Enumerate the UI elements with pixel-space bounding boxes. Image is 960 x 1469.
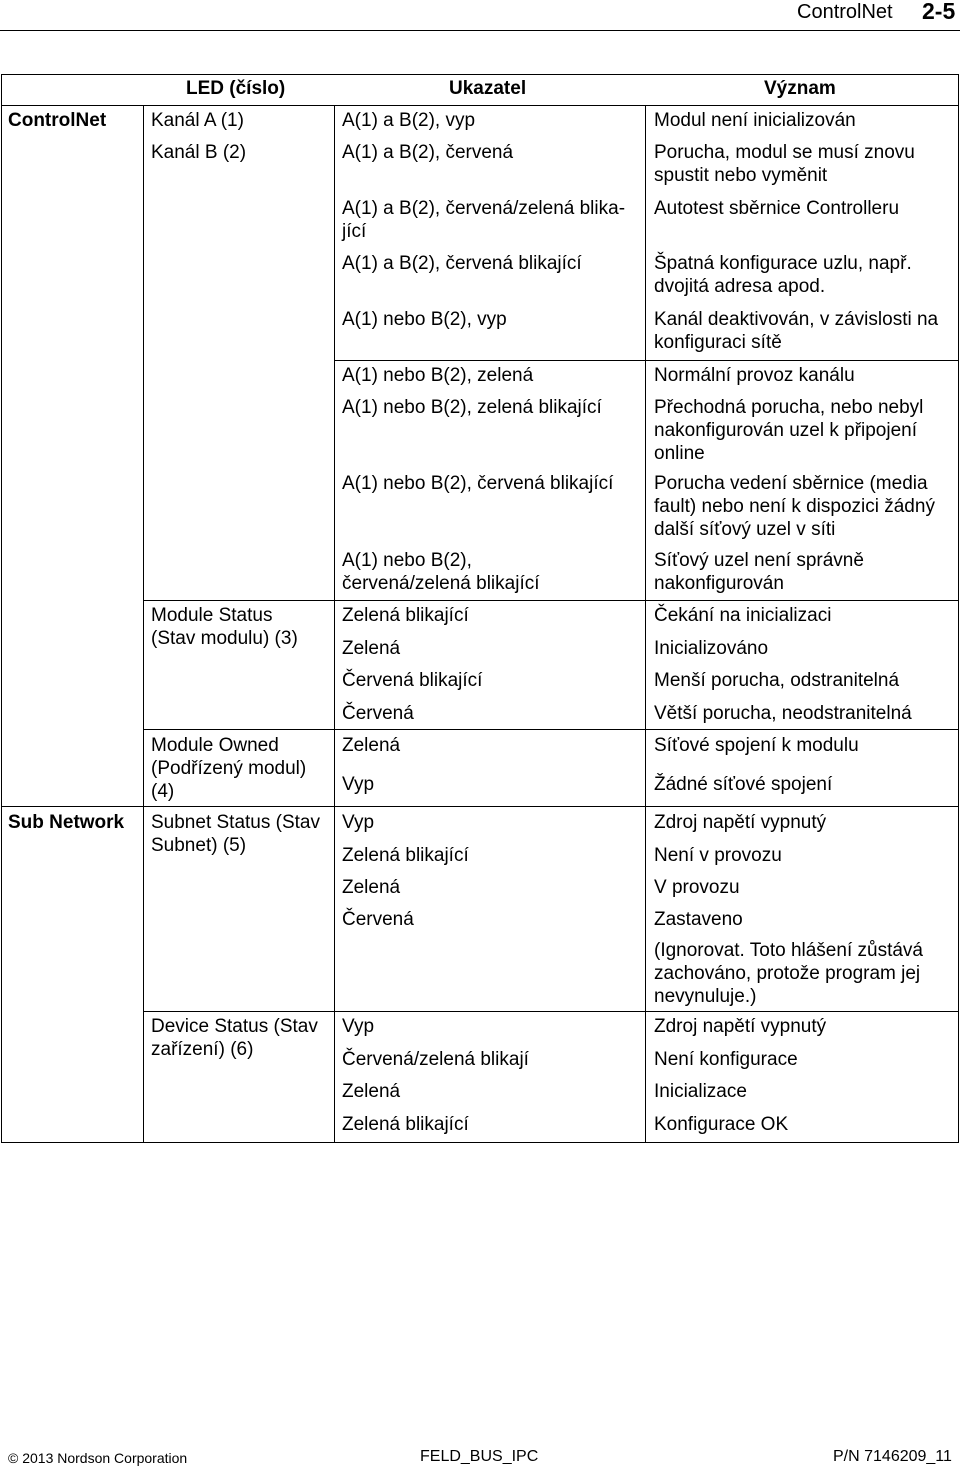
indicator-cell: Zelená [342, 638, 401, 659]
meaning-cell: Síťové spojení k modulu [654, 735, 859, 756]
footer-doc-code: FELD_BUS_IPC [420, 1448, 539, 1465]
meaning-cell: Špatná konfigurace uzlu, např. dvojitá adresa apod. [654, 253, 912, 297]
indicator-cell: A(1) nebo B(2), červená blikající [342, 473, 614, 494]
table-divider-led [334, 105, 335, 1143]
row-line [143, 729, 959, 730]
led-label-subnet-status: Subnet Status (Stav Subnet) (5) [151, 812, 320, 856]
indicator-cell: A(1) a B(2), vyp [342, 110, 476, 131]
indicator-cell: Vyp [342, 1016, 375, 1037]
table-border-top [1, 74, 959, 75]
meaning-cell: Konfigurace OK [654, 1114, 789, 1135]
footer-copyright: © 2013 Nordson Corporation [8, 1450, 188, 1466]
indicator-cell: Zelená [342, 877, 401, 898]
meaning-cell: Inicializace [654, 1081, 747, 1102]
meaning-cell: Zdroj napětí vypnutý [654, 1016, 827, 1037]
meaning-cell: Síťový uzel není správně nakonfigurován [654, 550, 864, 594]
meaning-cell: Normální provoz kanálu [654, 365, 855, 386]
row-line [334, 360, 959, 361]
meaning-cell: Autotest sběrnice Controlleru [654, 198, 900, 219]
meaning-cell: Menší porucha, odstranitelná [654, 670, 900, 691]
footer-part-number: P/N 7146209_11 [833, 1448, 952, 1465]
meaning-cell: Porucha, modul se musí znovu spustit nebo vyměnit [654, 142, 915, 186]
indicator-cell: A(1) nebo B(2), zelená blikající [342, 397, 602, 418]
indicator-cell: Červená [342, 703, 414, 724]
led-label-module-owned: Module Owned (Podřízený modul) (4) [151, 735, 307, 802]
indicator-cell: Vyp [342, 774, 375, 795]
meaning-cell: Není konfigurace [654, 1049, 798, 1070]
indicator-cell: Zelená blikající [342, 845, 469, 866]
indicator-cell: Červená/zelená blikají [342, 1049, 529, 1070]
meaning-cell: Porucha vedení sběrnice (media fault) nebo není k dispozici žádný další síťový uzel v síti [654, 473, 935, 540]
header-underline [1, 105, 959, 106]
meaning-cell: Přechodná porucha, nebo nebyl nakonfigurován uzel k připojení online [654, 397, 924, 464]
indicator-cell: A(1) nebo B(2), vyp [342, 309, 507, 330]
indicator-cell: Červená [342, 909, 414, 930]
led-label-channel-b: Kanál B (2) [151, 142, 247, 163]
group-label-controlnet: ControlNet [8, 110, 107, 131]
indicator-cell: Zelená blikající [342, 1114, 469, 1135]
indicator-cell: Zelená [342, 735, 401, 756]
section-title: ControlNet [797, 1, 893, 23]
meaning-cell: Čekání na inicializaci [654, 605, 832, 626]
indicator-cell: Vyp [342, 812, 375, 833]
table-border-right [958, 74, 959, 1143]
row-line [143, 1011, 959, 1012]
meaning-cell: Inicializováno [654, 638, 769, 659]
indicator-cell: A(1) a B(2), červená blikající [342, 253, 582, 274]
page-number: 2-5 [922, 0, 956, 24]
table-divider-indicator [645, 105, 646, 1143]
meaning-cell: Zdroj napětí vypnutý [654, 812, 827, 833]
indicator-cell: A(1) nebo B(2), červená/zelená blikající [342, 550, 540, 594]
table-border-left [1, 74, 2, 1143]
indicator-cell: Zelená [342, 1081, 401, 1102]
row-line [143, 600, 959, 601]
meaning-cell: Kanál deaktivován, v závislosti na konfiguraci sítě [654, 309, 939, 353]
column-header-meaning: Význam [764, 78, 836, 99]
group-line [1, 806, 959, 807]
led-label-channel-a: Kanál A (1) [151, 110, 244, 131]
meaning-cell: V provozu [654, 877, 740, 898]
meaning-cell: Větší porucha, neodstranitelná [654, 703, 912, 724]
column-header-led: LED (číslo) [186, 78, 286, 99]
indicator-cell: A(1) a B(2), červená [342, 142, 514, 163]
indicator-cell: A(1) a B(2), červená/zelená blika-jící [342, 198, 626, 242]
led-label-module-status: Module Status (Stav modulu) (3) [151, 605, 298, 649]
indicator-cell: Červená blikající [342, 670, 483, 691]
indicator-cell: Zelená blikající [342, 605, 469, 626]
table-divider-group [143, 105, 144, 1143]
led-label-device-status: Device Status (Stav zařízení) (6) [151, 1016, 318, 1060]
meaning-cell: Není v provozu [654, 845, 782, 866]
group-label-sub-network: Sub Network [8, 812, 125, 833]
column-header-indicator: Ukazatel [449, 78, 527, 99]
meaning-cell: Zastaveno [654, 909, 743, 930]
table-border-bottom [1, 1142, 959, 1143]
meaning-cell: Žádné síťové spojení [654, 774, 833, 795]
meaning-cell: (Ignorovat. Toto hlášení zůstává zachováno, protože program jej nevynuluje.) [654, 940, 923, 1007]
meaning-cell: Modul není inicializován [654, 110, 856, 131]
indicator-cell: A(1) nebo B(2), zelená [342, 365, 534, 386]
